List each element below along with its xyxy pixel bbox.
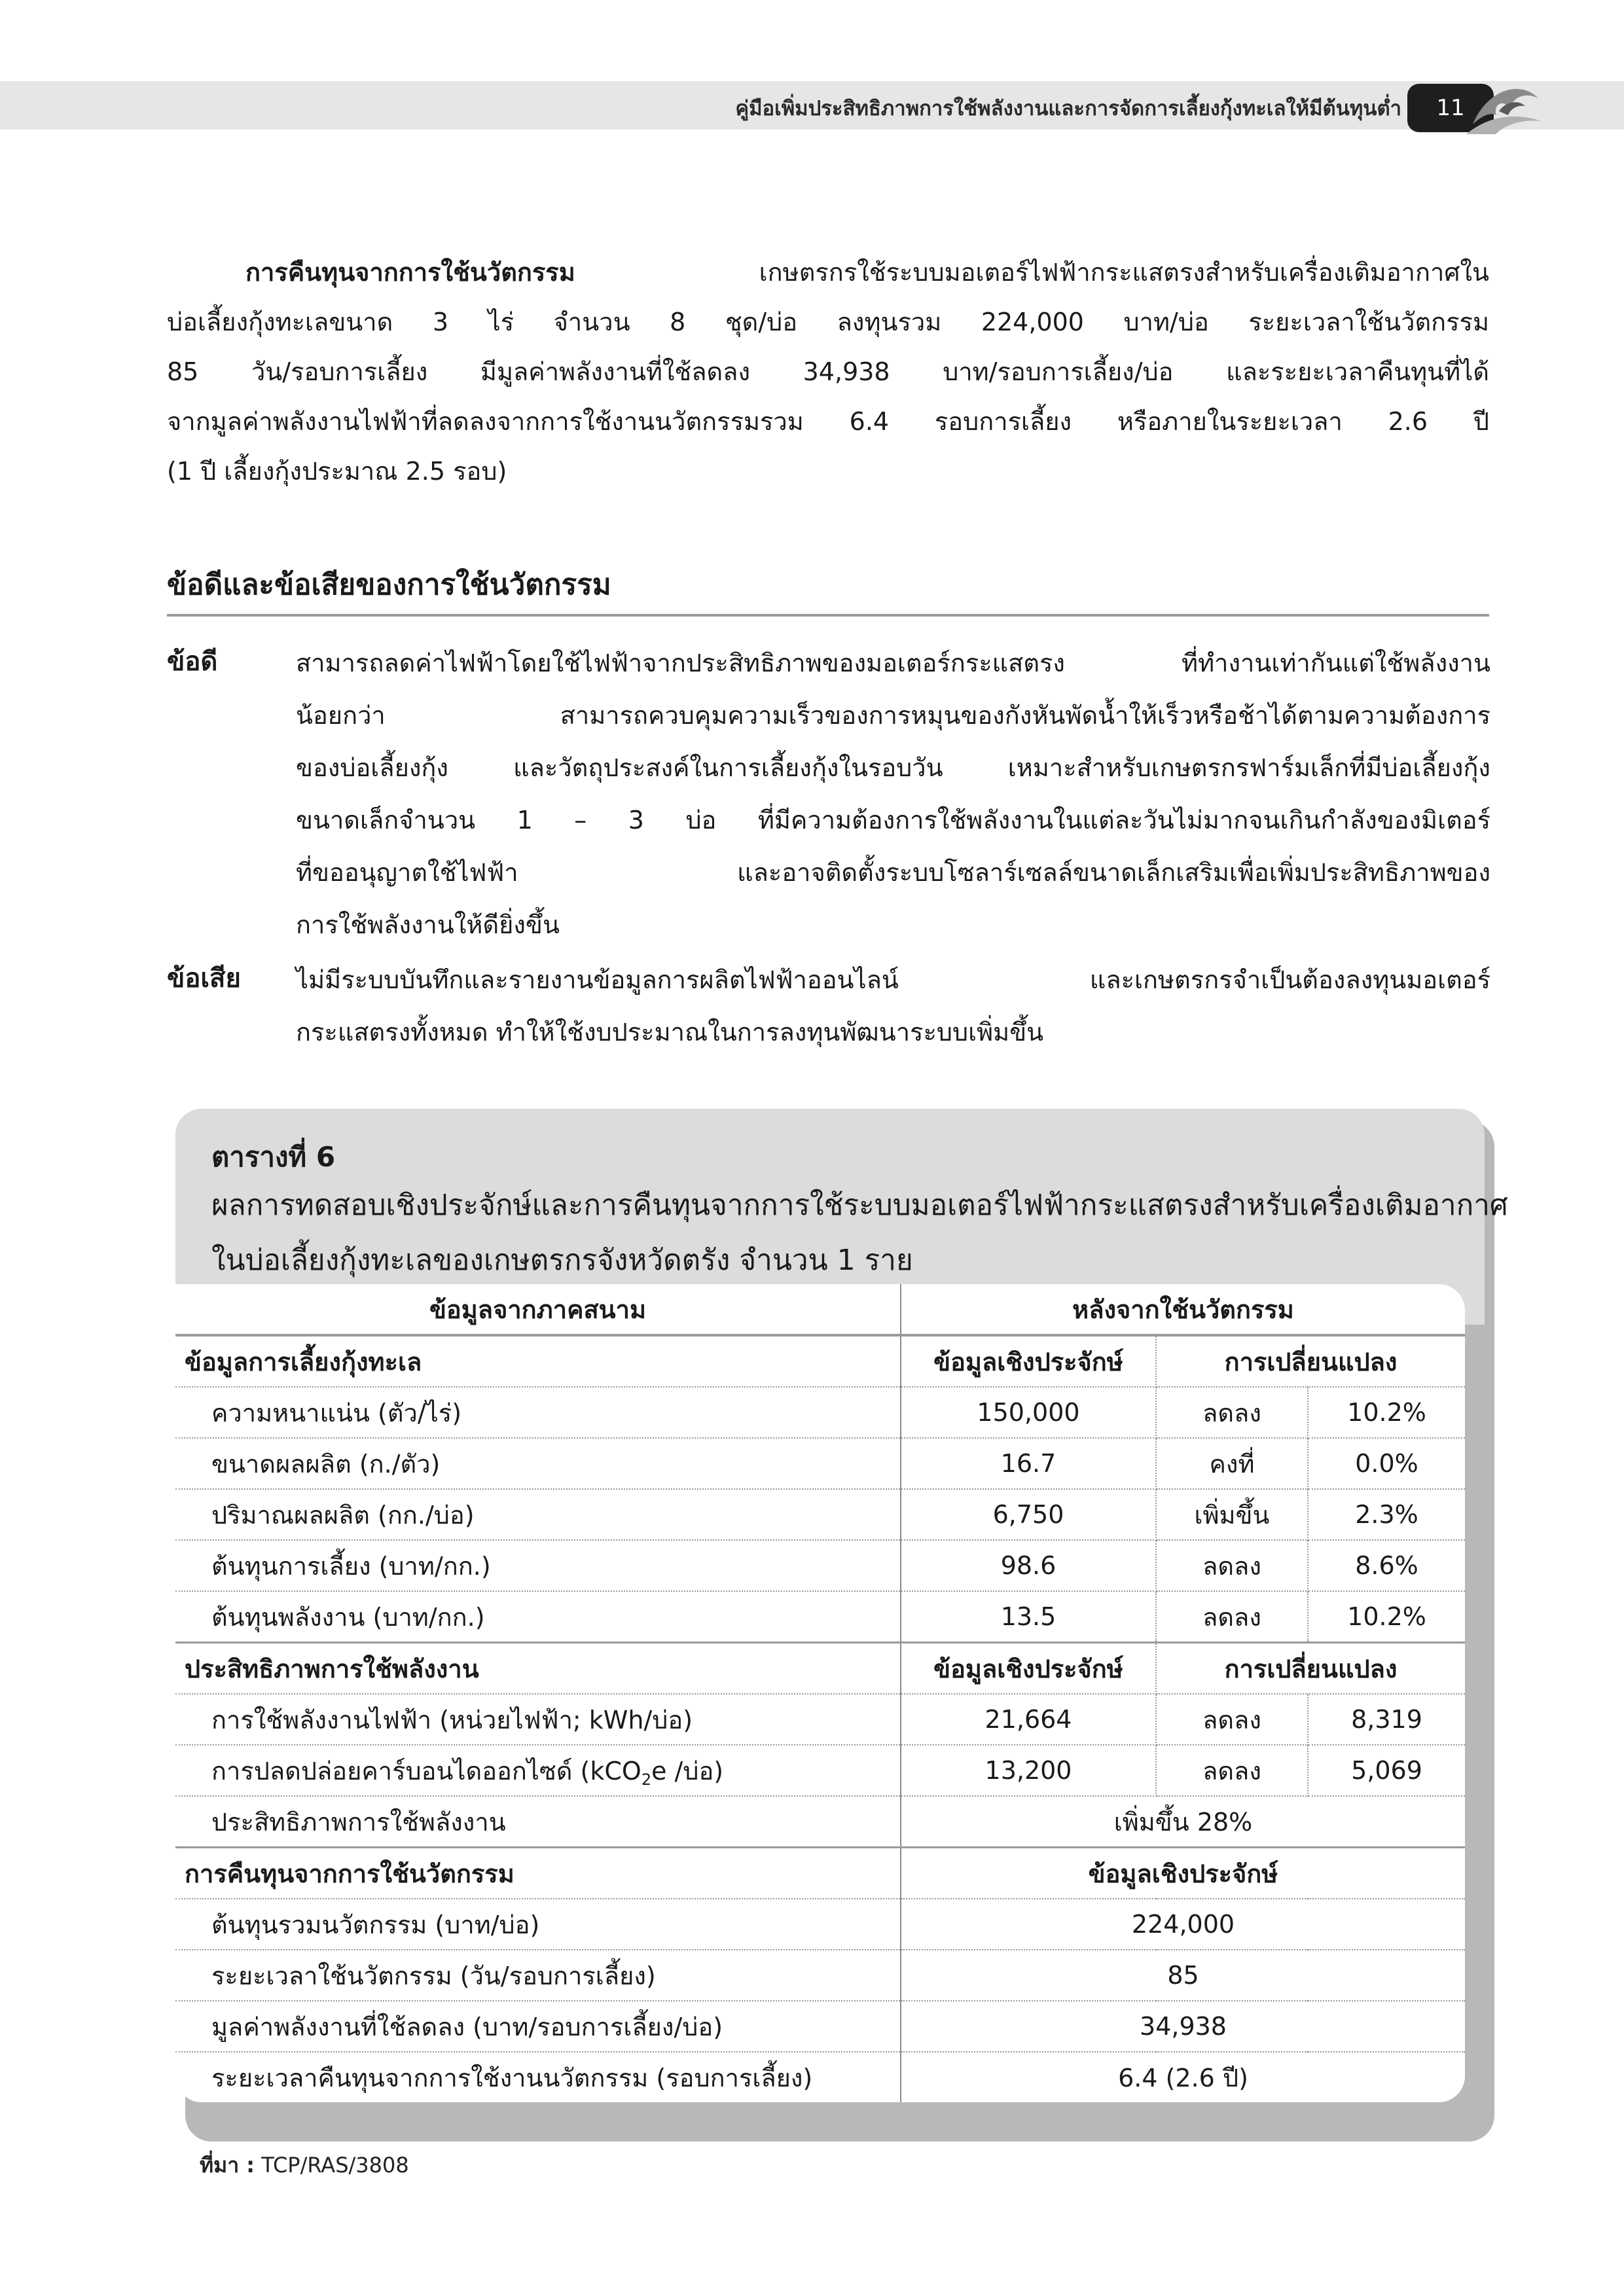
table-caption <box>211 1178 1508 1288</box>
payback-line-1 <box>167 247 1489 297</box>
table-caption-line: ในบ่อเลี้ยงกุ้งทะเลของเกษตรกรจังหวัดตรัง จำนวน 1 ราย <box>211 1244 913 1277</box>
cons-line: ไม่มีระบบบันทึกและรายงานข้อมูลการผลิตไฟฟ้าออนไลน์ และเกษตรกรจำเป็นต้องลงทุนมอเตอร์ <box>296 965 1490 994</box>
row-direction: ลดลง <box>1156 1540 1308 1591</box>
pros-line: ที่ขออนุญาตใช้ไฟฟ้า และอาจติดตั้งระบบโซลาร์เซลล์ขนาดเล็กเสริมเพื่อเพิ่มประสิทธิภาพของ <box>296 858 1490 887</box>
payback-line-3: 85 วัน/รอบการเลี้ยง มีมูลค่าพลังงานที่ใช้ลดลง 34,938 บาท/รอบการเลี้ยง/บ่อ และระยะเวลาคืนทุนที่ได้ <box>167 357 1489 386</box>
row-label: ต้นทุนพลังงาน (บาท/กก.) <box>175 1591 901 1643</box>
results-table <box>175 1284 1465 2102</box>
row-direction: ลดลง <box>1156 1591 1308 1643</box>
source-note <box>200 2149 409 2182</box>
group-title: การคืนทุนจากการใช้นวัตกรรม <box>175 1848 901 1899</box>
row-direction: ลดลง <box>1156 1387 1308 1438</box>
group-title: ประสิทธิภาพการใช้พลังงาน <box>175 1643 901 1695</box>
row-value: 150,000 <box>901 1387 1156 1438</box>
group-header-row <box>175 1848 1465 1899</box>
row-value: 98.6 <box>901 1540 1156 1591</box>
page-number: 11 <box>1436 95 1465 121</box>
group-header-row <box>175 1643 1465 1695</box>
payback-line-1-text: เกษตรกรใช้ระบบมอเตอร์ไฟฟ้ากระแสตรงสำหรับเครื่องเติมอากาศใน <box>575 258 1489 287</box>
row-label: ระยะเวลาคืนทุนจากการใช้งานนวัตกรรม (รอบการเลี้ยง) <box>175 2052 901 2102</box>
row-label: ประสิทธิภาพการใช้พลังงาน <box>175 1796 901 1848</box>
row-value: 13.5 <box>901 1591 1156 1643</box>
row-change: 5,069 <box>1308 1745 1465 1796</box>
row-change: 2.3% <box>1308 1489 1465 1540</box>
row-value: 224,000 <box>901 1899 1465 1950</box>
row-label: การใช้พลังงานไฟฟ้า (หน่วยไฟฟ้า; kWh/บ่อ) <box>175 1694 901 1745</box>
table-row <box>175 1899 1465 1950</box>
row-label-subscript: 2 <box>641 1770 652 1789</box>
row-value: 6.4 (2.6 ปี) <box>1118 2063 1248 2092</box>
change-header: การเปลี่ยนแปลง <box>1156 1335 1465 1387</box>
empirical-header: ข้อมูลเชิงประจักษ์ <box>901 1848 1465 1899</box>
table-caption-line: ผลการทดสอบเชิงประจักษ์และการคืนทุนจากการใช้ระบบมอเตอร์ไฟฟ้ากระแสตรงสำหรับเครื่องเติมอากาศ <box>211 1189 1508 1222</box>
group-title: ข้อมูลการเลี้ยงกุ้งทะเล <box>175 1335 901 1387</box>
table-row <box>175 1489 1465 1540</box>
pros-label: ข้อดี <box>167 647 218 677</box>
row-label: ระยะเวลาใช้นวัตกรรม (วัน/รอบการเลี้ยง) <box>175 1950 901 2001</box>
row-change: 8,319 <box>1308 1694 1465 1745</box>
col-header-field: ข้อมูลจากภาคสนาม <box>175 1284 901 1335</box>
row-change: 10.2% <box>1308 1387 1465 1438</box>
pros-line: น้อยกว่า สามารถควบคุมความเร็วของการหมุนของกังหันพัดน้ำให้เร็วหรือช้าได้ตามความต้องการ <box>296 701 1490 730</box>
row-change: 10.2% <box>1308 1591 1465 1643</box>
row-value: 16.7 <box>901 1438 1156 1489</box>
pros-line: สามารถลดค่าไฟฟ้าโดยใช้ไฟฟ้าจากประสิทธิภาพของมอเตอร์กระแสตรง ที่ทำงานเท่ากันแต่ใช้พลังงาน <box>296 649 1490 677</box>
payback-lead: การคืนทุนจากการใช้นวัตกรรม <box>245 258 575 287</box>
row-label: ขนาดผลผลิต (ก./ตัว) <box>175 1438 901 1489</box>
payback-paragraph <box>167 247 1489 496</box>
table-row <box>175 1694 1465 1745</box>
row-value: 13,200 <box>901 1745 1156 1796</box>
cons-line: กระแสตรงทั้งหมด ทำให้ใช้งบประมาณในการลงทุนพัฒนาระบบเพิ่มขึ้น <box>296 1018 1044 1047</box>
table-row <box>175 2052 1465 2102</box>
row-label: ต้นทุนการเลี้ยง (บาท/กก.) <box>175 1540 901 1591</box>
table-number: ตารางที่ 6 <box>211 1141 336 1173</box>
row-direction: ลดลง <box>1156 1694 1308 1745</box>
pros-text <box>296 637 1490 951</box>
payback-line-5: (1 ปี เลี้ยงกุ้งประมาณ 2.5 รอบ) <box>167 457 507 486</box>
cons-label: ข้อเสีย <box>167 963 241 994</box>
table-row <box>175 2001 1465 2052</box>
source-label: ที่มา : <box>200 2153 255 2178</box>
table-row <box>175 1540 1465 1591</box>
row-direction: ลดลง <box>1156 1745 1308 1796</box>
row-label: ความหนาแน่น (ตัว/ไร่) <box>175 1387 901 1438</box>
row-label <box>175 1745 901 1796</box>
row-label: มูลค่าพลังงานที่ใช้ลดลง (บาท/รอบการเลี้ยง/บ่อ) <box>175 2001 901 2052</box>
row-label: ต้นทุนรวมนวัตกรรม (บาท/บ่อ) <box>175 1899 901 1950</box>
table-row <box>175 1591 1465 1643</box>
group-header-row <box>175 1335 1465 1387</box>
pros-line: ขนาดเล็กจำนวน 1 – 3 บ่อ ที่มีความต้องการใช้พลังงานในแต่ละวันไม่มากจนเกินกำลังของมิเตอร์ <box>296 806 1490 834</box>
table-row <box>175 1950 1465 2001</box>
row-merged-value: เพิ่มขึ้น 28% <box>901 1796 1465 1848</box>
row-label-pre: การปลดปล่อยคาร์บอนไดออกไซด์ (kCO <box>211 1756 641 1785</box>
table-row <box>175 1796 1465 1848</box>
row-change: 8.6% <box>1308 1540 1465 1591</box>
payback-line-2: บ่อเลี้ยงกุ้งทะเลขนาด 3 ไร่ จำนวน 8 ชุด/บ่อ ลงทุนรวม 224,000 บาท/บ่อ ระยะเวลาใช้นวัตกรรม <box>167 308 1489 336</box>
row-label-post: e /บ่อ) <box>651 1756 724 1785</box>
row-label: ปริมาณผลผลิต (กก./บ่อ) <box>175 1489 901 1540</box>
row-value: 34,938 <box>901 2001 1465 2052</box>
section-heading: ข้อดีและข้อเสียของการใช้นวัตกรรม <box>167 562 1489 617</box>
col-header-after: หลังจากใช้นวัตกรรม <box>901 1284 1465 1335</box>
row-value: 21,664 <box>901 1694 1156 1745</box>
wave-logo-icon <box>1460 72 1545 144</box>
empirical-header: ข้อมูลเชิงประจักษ์ <box>901 1335 1156 1387</box>
payback-line-4: จากมูลค่าพลังงานไฟฟ้าที่ลดลงจากการใช้งานนวัตกรรมรวม 6.4 รอบการเลี้ยง หรือภายในระยะเวลา 2.6 ปี <box>167 407 1489 436</box>
row-direction: เพิ่มขึ้น <box>1156 1489 1308 1540</box>
table-row <box>175 1387 1465 1438</box>
row-value: 6,750 <box>901 1489 1156 1540</box>
table-header-row <box>175 1284 1465 1335</box>
pros-line: ของบ่อเลี้ยงกุ้ง และวัตถุประสงค์ในการเลี้ยงกุ้งในรอบวัน เหมาะสำหรับเกษตรกรฟาร์มเล็กที่มีบ่อเลี้ยงกุ้ง <box>296 753 1490 782</box>
table-row <box>175 1745 1465 1796</box>
row-value: 85 <box>901 1950 1465 2001</box>
cons-text <box>296 954 1490 1058</box>
source-value: TCP/RAS/3808 <box>261 2153 409 2178</box>
table-row <box>175 1438 1465 1489</box>
change-header: การเปลี่ยนแปลง <box>1156 1643 1465 1695</box>
row-direction: คงที่ <box>1156 1438 1308 1489</box>
row-change: 0.0% <box>1308 1438 1465 1489</box>
pros-line: การใช้พลังงานให้ดียิ่งขึ้น <box>296 910 560 939</box>
empirical-header: ข้อมูลเชิงประจักษ์ <box>901 1643 1156 1695</box>
running-header-title: คู่มือเพิ่มประสิทธิภาพการใช้พลังงานและการจัดการเลี้ยงกุ้งทะเลให้มีต้นทุนต่ำ <box>735 97 1401 120</box>
